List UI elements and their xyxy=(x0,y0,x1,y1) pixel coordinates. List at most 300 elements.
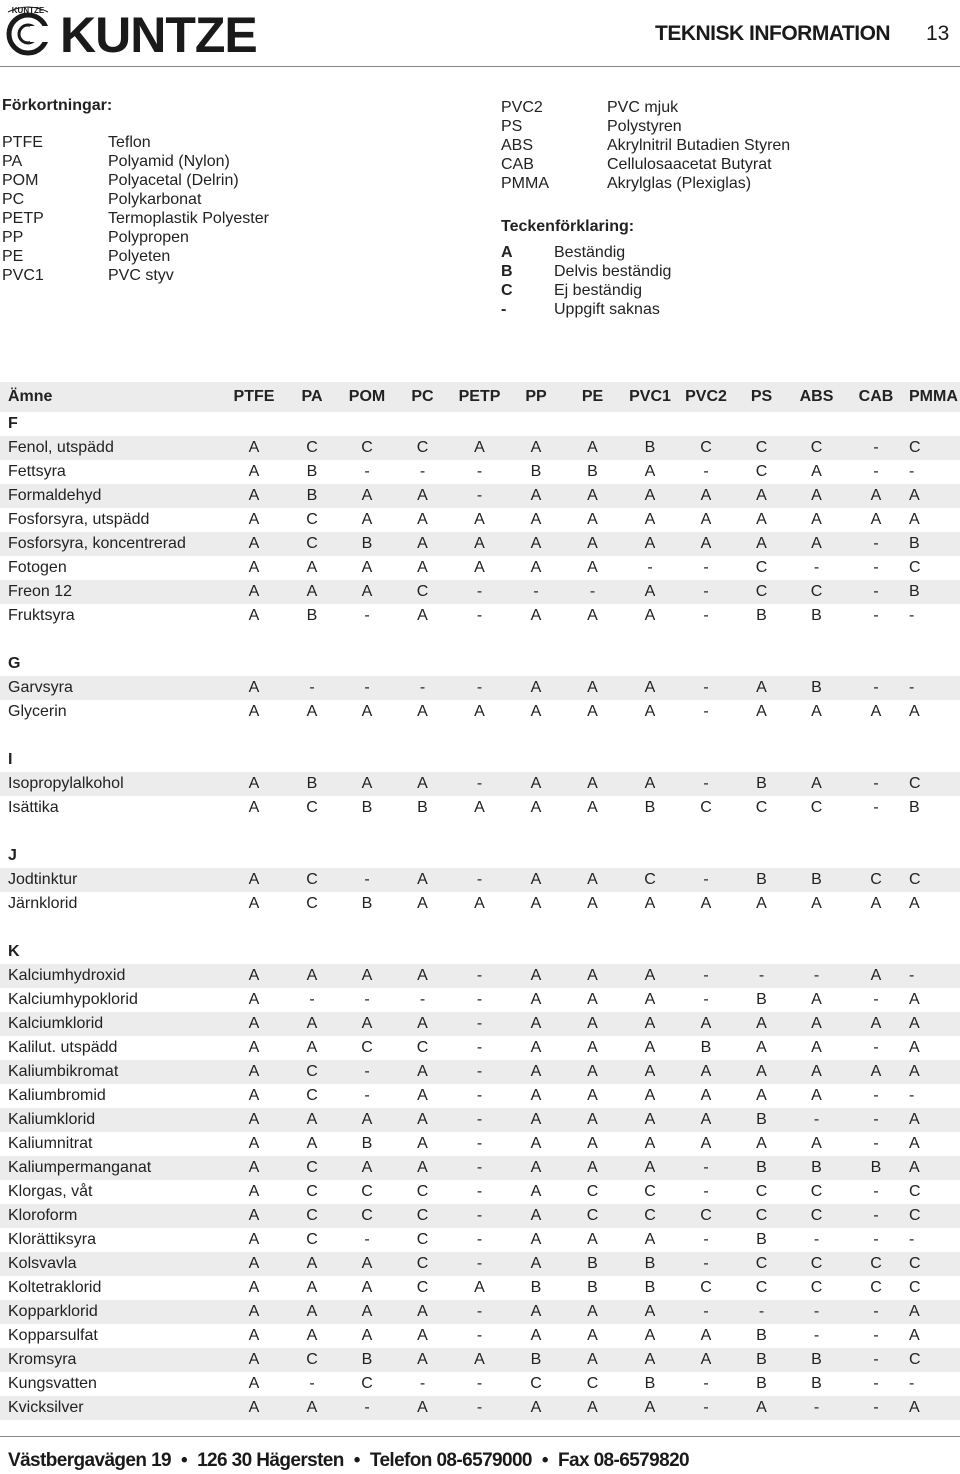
resistance-value: A xyxy=(248,511,260,528)
resistance-value: B xyxy=(530,463,542,480)
resistance-value: A xyxy=(587,1087,598,1104)
resistance-value: B xyxy=(811,1351,822,1368)
abbreviation-row xyxy=(2,152,269,171)
resistance-value: B xyxy=(756,1159,767,1176)
resistance-value: A xyxy=(587,511,598,528)
resistance-value: C xyxy=(810,1183,823,1200)
resistance-value: - xyxy=(364,463,370,480)
resistance-value: C xyxy=(586,1183,599,1200)
resistance-value: B xyxy=(644,1279,656,1296)
resistance-value: A xyxy=(417,1351,428,1368)
resistance-value: A xyxy=(700,895,712,912)
resistance-value: A xyxy=(644,1039,656,1056)
resistance-value: A xyxy=(811,895,822,912)
resistance-value: A xyxy=(474,1279,485,1296)
resistance-value: A xyxy=(811,1087,822,1104)
resistance-value: A xyxy=(248,1327,260,1344)
resistance-value: A xyxy=(644,679,656,696)
resistance-value: A xyxy=(361,1015,373,1032)
resistance-value: A xyxy=(530,703,542,720)
resistance-value: C xyxy=(416,1255,429,1272)
resistance-value: - xyxy=(703,679,709,696)
resistance-value: A xyxy=(587,679,598,696)
resistance-value: C xyxy=(909,871,921,888)
resistance-value: A xyxy=(417,1087,428,1104)
group-letter-row xyxy=(0,748,960,772)
legend-label: Ej beständig xyxy=(554,282,643,299)
column-header-material: PC xyxy=(411,388,434,405)
resistance-value: A xyxy=(644,583,656,600)
resistance-value: A xyxy=(361,559,373,576)
abbreviation-code: PE xyxy=(2,248,24,265)
resistance-value: C xyxy=(416,1183,429,1200)
resistance-value: A xyxy=(811,535,822,552)
resistance-value: B xyxy=(530,1279,542,1296)
table-row xyxy=(0,1324,960,1348)
resistance-value: C xyxy=(755,1207,768,1224)
column-header-material: CAB xyxy=(858,388,894,405)
resistance-value: A xyxy=(530,895,542,912)
resistance-value: A xyxy=(248,607,260,624)
substance-name: Kaliumpermanganat xyxy=(8,1159,152,1176)
resistance-value: A xyxy=(361,1255,373,1272)
resistance-value: B xyxy=(361,1351,373,1368)
resistance-value: A xyxy=(306,1255,318,1272)
logo-text: KUNTZE xyxy=(60,7,257,63)
resistance-value: A xyxy=(530,1135,542,1152)
resistance-value: A xyxy=(756,679,767,696)
resistance-value: A xyxy=(811,703,822,720)
resistance-value: A xyxy=(700,1015,712,1032)
resistance-value: B xyxy=(587,1255,598,1272)
resistance-value: A xyxy=(587,1327,598,1344)
resistance-value: A xyxy=(248,871,260,888)
resistance-value: - xyxy=(703,967,709,984)
resistance-value: A xyxy=(306,1303,318,1320)
page-title: TEKNISK INFORMATION xyxy=(655,22,891,45)
resistance-value: A xyxy=(306,1135,318,1152)
abbreviation-code: PETP xyxy=(2,210,44,227)
resistance-value: A xyxy=(530,607,542,624)
resistance-value: C xyxy=(810,799,823,816)
resistance-value: A xyxy=(756,1135,767,1152)
resistance-value: A xyxy=(248,1087,260,1104)
resistance-value: A xyxy=(417,511,428,528)
resistance-value: A xyxy=(530,1039,542,1056)
resistance-value: A xyxy=(587,871,598,888)
substance-name: Fettsyra xyxy=(8,463,66,480)
resistance-value: - xyxy=(364,871,370,888)
resistance-value: A xyxy=(530,1255,542,1272)
resistance-value: A xyxy=(644,1231,656,1248)
resistance-value: A xyxy=(870,1063,882,1080)
resistance-value: - xyxy=(813,967,820,984)
resistance-value: - xyxy=(909,679,915,696)
resistance-value: C xyxy=(810,1279,823,1296)
resistance-value: A xyxy=(417,967,428,984)
resistance-value: - xyxy=(419,679,426,696)
resistance-value: B xyxy=(361,895,373,912)
table-row xyxy=(0,1180,960,1204)
table-row xyxy=(0,1036,960,1060)
resistance-value: A xyxy=(811,487,822,504)
resistance-value: - xyxy=(589,583,596,600)
resistance-value: - xyxy=(703,871,709,888)
resistance-value: A xyxy=(306,967,318,984)
legend-label: Beständig xyxy=(554,244,626,261)
table-row xyxy=(0,1276,960,1300)
substance-name: Kaliumnitrat xyxy=(8,1135,93,1152)
resistance-value: A xyxy=(361,967,373,984)
resistance-value: A xyxy=(361,583,373,600)
resistance-value: A xyxy=(587,703,598,720)
resistance-value: A xyxy=(361,703,373,720)
resistance-value: - xyxy=(909,1087,915,1104)
resistance-value: - xyxy=(703,775,709,792)
substance-name: Isopropylalkohol xyxy=(8,775,124,792)
resistance-value: A xyxy=(417,1111,428,1128)
legend-row xyxy=(501,243,671,262)
resistance-value: A xyxy=(756,535,767,552)
resistance-value: A xyxy=(361,1111,373,1128)
resistance-value: A xyxy=(530,439,542,456)
abbreviation-code: PS xyxy=(501,118,523,135)
resistance-value: - xyxy=(364,679,370,696)
resistance-value: A xyxy=(870,703,882,720)
resistance-value: A xyxy=(530,1159,542,1176)
resistance-value: A xyxy=(530,487,542,504)
resistance-value: A xyxy=(417,1399,428,1416)
legend-heading: Teckenförklaring: xyxy=(501,218,635,235)
resistance-value: - xyxy=(703,463,709,480)
resistance-value: - xyxy=(476,1327,483,1344)
resistance-value: - xyxy=(476,1207,483,1224)
resistance-value: B xyxy=(306,607,318,624)
resistance-value: A xyxy=(417,487,428,504)
resistance-value: B xyxy=(644,439,656,456)
resistance-value: A xyxy=(417,895,428,912)
resistance-value: - xyxy=(873,1231,879,1248)
resistance-value: - xyxy=(476,679,483,696)
resistance-value: A xyxy=(361,511,373,528)
column-header-material: ABS xyxy=(799,388,834,405)
column-header-material: PVC1 xyxy=(629,388,671,405)
resistance-value: C xyxy=(870,1279,882,1296)
resistance-value: A xyxy=(909,1015,920,1032)
resistance-value: C xyxy=(870,871,882,888)
resistance-value: C xyxy=(586,1375,599,1392)
resistance-value: A xyxy=(587,1351,598,1368)
substance-name: Jodtinktur xyxy=(8,871,78,888)
resistance-value: C xyxy=(306,1063,318,1080)
resistance-value: - xyxy=(533,583,539,600)
resistance-value: - xyxy=(364,1063,370,1080)
resistance-value: A xyxy=(587,895,598,912)
resistance-value: - xyxy=(476,1255,483,1272)
resistance-value: C xyxy=(810,1207,823,1224)
abbreviations-heading: Förkortningar: xyxy=(2,97,113,114)
resistance-value: B xyxy=(756,1375,767,1392)
substance-name: Fosforsyra, koncentrerad xyxy=(8,535,186,552)
table-row xyxy=(0,1300,960,1324)
column-header-material: PMMA xyxy=(909,388,958,405)
resistance-value: C xyxy=(909,1255,921,1272)
resistance-value: A xyxy=(248,463,260,480)
resistance-value: A xyxy=(417,1327,428,1344)
resistance-value: A xyxy=(870,1015,882,1032)
resistance-value: A xyxy=(306,583,318,600)
resistance-value: - xyxy=(873,439,879,456)
resistance-value: - xyxy=(476,1063,483,1080)
resistance-value: A xyxy=(248,1231,260,1248)
resistance-value: A xyxy=(756,487,767,504)
resistance-value: C xyxy=(361,1039,373,1056)
resistance-value: C xyxy=(870,1255,882,1272)
resistance-value: B xyxy=(361,799,373,816)
resistance-value: A xyxy=(811,1063,822,1080)
resistance-value: A xyxy=(644,607,656,624)
resistance-value: C xyxy=(361,1375,373,1392)
resistance-value: A xyxy=(248,775,260,792)
resistance-value: A xyxy=(248,799,260,816)
resistance-value: - xyxy=(813,1303,820,1320)
resistance-value: A xyxy=(361,1327,373,1344)
resistance-value: A xyxy=(756,1063,767,1080)
resistance-value: A xyxy=(248,439,260,456)
resistance-value: - xyxy=(309,991,315,1008)
footer-fax: Fax 08-6579820 xyxy=(557,1450,690,1471)
resistance-value: - xyxy=(873,1375,879,1392)
resistance-value: C xyxy=(306,1207,318,1224)
resistance-value: B xyxy=(811,871,822,888)
substance-name: Kalciumklorid xyxy=(8,1015,104,1032)
resistance-value: - xyxy=(419,991,426,1008)
resistance-value: C xyxy=(810,439,823,456)
substance-name: Fosforsyra, utspädd xyxy=(8,511,150,528)
resistance-value: - xyxy=(703,559,709,576)
column-header-substance: Ämne xyxy=(8,388,53,405)
legend-row xyxy=(501,262,671,281)
abbreviation-name: Termoplastik Polyester xyxy=(108,210,269,227)
resistance-value: A xyxy=(756,703,767,720)
resistance-value: A xyxy=(530,991,542,1008)
footer-phone: Telefon 08-6579000 xyxy=(369,1450,532,1471)
column-header-material: PVC2 xyxy=(685,388,727,405)
resistance-value: C xyxy=(416,1039,429,1056)
resistance-value: - xyxy=(476,1039,483,1056)
resistance-value: - xyxy=(873,799,879,816)
resistance-value: B xyxy=(306,487,318,504)
resistance-value: A xyxy=(700,1111,712,1128)
resistance-value: C xyxy=(700,799,712,816)
logo-emblem-text: KUNTZE xyxy=(11,6,45,15)
table-row xyxy=(0,1348,960,1372)
resistance-value: A xyxy=(248,559,260,576)
resistance-value: - xyxy=(476,1159,483,1176)
resistance-value: - xyxy=(476,607,483,624)
resistance-value: B xyxy=(811,1375,822,1392)
resistance-value: A xyxy=(700,1087,712,1104)
resistance-value: - xyxy=(703,703,709,720)
resistance-value: C xyxy=(909,1351,921,1368)
footer-postal: 126 30 Hägersten xyxy=(197,1450,344,1471)
resistance-value: A xyxy=(644,511,656,528)
resistance-value: A xyxy=(248,895,260,912)
resistance-value: B xyxy=(870,1159,882,1176)
column-header-material: PE xyxy=(581,388,604,405)
abbreviation-code: PMMA xyxy=(501,175,549,192)
substance-name: Kaliumbikromat xyxy=(8,1063,119,1080)
table-header-row xyxy=(0,382,960,412)
resistance-value: B xyxy=(909,583,920,600)
resistance-value: C xyxy=(361,439,373,456)
resistance-value: C xyxy=(306,1087,318,1104)
resistance-value: - xyxy=(364,1087,370,1104)
abbreviations-list-right xyxy=(501,98,790,193)
resistance-value: C xyxy=(306,1159,318,1176)
table-row xyxy=(0,1204,960,1228)
resistance-value: A xyxy=(756,1015,767,1032)
table-row xyxy=(0,1396,960,1420)
resistance-value: A xyxy=(417,871,428,888)
resistance-value: A xyxy=(530,535,542,552)
resistance-value: B xyxy=(587,463,598,480)
group-spacer xyxy=(0,724,960,748)
resistance-value: C xyxy=(306,535,318,552)
resistance-value: A xyxy=(644,895,656,912)
abbreviation-name: Polyacetal (Delrin) xyxy=(108,172,239,189)
resistance-value: - xyxy=(873,775,879,792)
resistance-value: A xyxy=(530,775,542,792)
abbreviation-row xyxy=(2,228,269,247)
resistance-value: - xyxy=(873,1087,879,1104)
legend-code: A xyxy=(501,244,513,261)
resistance-value: A xyxy=(530,967,542,984)
abbreviation-code: CAB xyxy=(501,156,534,173)
resistance-value: A xyxy=(474,559,485,576)
resistance-value: - xyxy=(873,1183,879,1200)
resistance-value: A xyxy=(644,1015,656,1032)
resistance-value: - xyxy=(703,607,709,624)
resistance-value: B xyxy=(644,1375,656,1392)
resistance-value: C xyxy=(306,871,318,888)
group-letter: F xyxy=(8,415,18,432)
table-row xyxy=(0,1108,960,1132)
table-row xyxy=(0,772,960,796)
resistance-value: C xyxy=(755,1279,768,1296)
legend-code: - xyxy=(501,301,507,318)
resistance-value: C xyxy=(810,1255,823,1272)
bullet-icon: • xyxy=(181,1450,188,1471)
resistance-value: A xyxy=(909,991,920,1008)
resistance-value: C xyxy=(586,1207,599,1224)
substance-name: Klorättiksyra xyxy=(8,1231,97,1248)
resistance-value: - xyxy=(873,535,879,552)
resistance-value: A xyxy=(700,487,712,504)
table-row xyxy=(0,892,960,916)
resistance-value: A xyxy=(417,703,428,720)
resistance-value: A xyxy=(700,1063,712,1080)
resistance-value: C xyxy=(416,1279,429,1296)
table-row xyxy=(0,1372,960,1396)
resistance-value: C xyxy=(416,1207,429,1224)
resistance-value: A xyxy=(248,1255,260,1272)
resistance-value: A xyxy=(248,1015,260,1032)
resistance-value: A xyxy=(587,439,598,456)
resistance-value: A xyxy=(587,487,598,504)
resistance-value: A xyxy=(644,1087,656,1104)
resistance-value: - xyxy=(476,1135,483,1152)
resistance-value: A xyxy=(587,1063,598,1080)
resistance-value: A xyxy=(248,679,260,696)
resistance-value: A xyxy=(811,775,822,792)
resistance-value: - xyxy=(813,1399,820,1416)
resistance-value: - xyxy=(309,1375,315,1392)
column-header-material: PETP xyxy=(458,388,501,405)
table-row xyxy=(0,676,960,700)
group-letter: J xyxy=(8,847,17,864)
resistance-value: A xyxy=(870,895,882,912)
resistance-value: A xyxy=(644,703,656,720)
resistance-value: A xyxy=(474,703,485,720)
group-spacer xyxy=(0,820,960,844)
abbreviation-row xyxy=(501,136,790,155)
substance-name: Kaliumklorid xyxy=(8,1111,96,1128)
abbreviation-code: PVC2 xyxy=(501,99,543,116)
resistance-value: A xyxy=(306,1279,318,1296)
resistance-value: A xyxy=(644,487,656,504)
resistance-value: - xyxy=(758,967,765,984)
resistance-value: - xyxy=(364,607,370,624)
resistance-value: A xyxy=(587,967,598,984)
resistance-value: - xyxy=(873,1207,879,1224)
resistance-value: C xyxy=(755,463,768,480)
resistance-value: - xyxy=(476,1231,483,1248)
abbreviation-name: PVC mjuk xyxy=(607,99,679,116)
abbreviation-row xyxy=(2,190,269,209)
resistance-value: A xyxy=(361,487,373,504)
resistance-value: A xyxy=(587,1159,598,1176)
table-row xyxy=(0,700,960,724)
resistance-value: A xyxy=(417,607,428,624)
resistance-value: - xyxy=(873,679,879,696)
resistance-value: A xyxy=(417,1063,428,1080)
resistance-value: - xyxy=(476,1375,483,1392)
substance-name: Fruktsyra xyxy=(8,607,75,624)
resistance-value: A xyxy=(306,1039,318,1056)
resistance-value: A xyxy=(700,1135,712,1152)
substance-name: Glycerin xyxy=(8,703,67,720)
resistance-value: - xyxy=(873,1039,879,1056)
resistance-value: C xyxy=(755,799,768,816)
resistance-value: A xyxy=(530,1087,542,1104)
resistance-value: A xyxy=(361,1159,373,1176)
resistance-value: B xyxy=(756,607,767,624)
resistance-value: A xyxy=(248,1351,260,1368)
resistance-value: - xyxy=(703,583,709,600)
resistance-value: A xyxy=(644,967,656,984)
footer-address: Västbergavägen 19 xyxy=(8,1450,171,1471)
resistance-value: A xyxy=(306,1015,318,1032)
resistance-value: A xyxy=(530,1183,542,1200)
resistance-value: A xyxy=(306,1399,318,1416)
abbreviation-name: Akrylnitril Butadien Styren xyxy=(607,137,791,154)
table-row xyxy=(0,1012,960,1036)
resistance-value: - xyxy=(703,1399,709,1416)
column-header-material: PS xyxy=(750,388,773,405)
resistance-value: A xyxy=(530,1231,542,1248)
resistance-value: - xyxy=(703,1231,709,1248)
